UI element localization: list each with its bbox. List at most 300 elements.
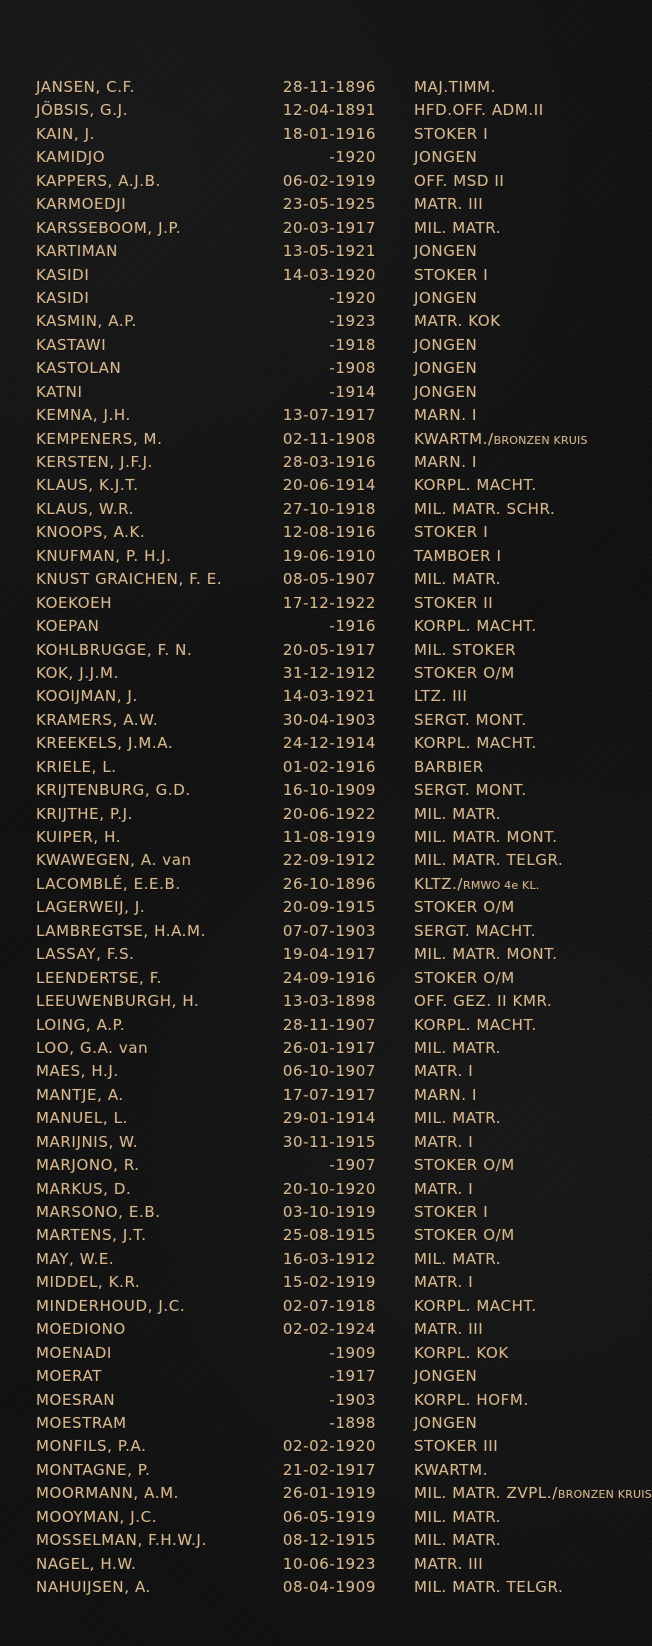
rank-text: JONGEN (414, 382, 478, 401)
plaque-row (0, 756, 640, 779)
death-date: 02-07-1918 (282, 1296, 376, 1315)
plaque-row (0, 357, 640, 380)
death-date: -1920 (329, 148, 376, 167)
person-name: MOESRAN (36, 1390, 116, 1409)
rank-text: MATR. I (414, 1273, 474, 1292)
plaque-row (0, 1084, 640, 1107)
rank-text: KORPL. MACHT. (414, 617, 537, 636)
death-date: 06-02-1919 (282, 171, 376, 190)
plaque-row (0, 287, 640, 310)
rank-label (414, 758, 484, 776)
rank-text: KWARTM./ (414, 429, 494, 448)
plaque-row (0, 1224, 640, 1247)
plaque-row (0, 1482, 652, 1505)
rank-label (414, 687, 467, 705)
rank-label (414, 664, 515, 682)
person-name: KARTIMAN (36, 242, 118, 261)
rank-text: SERGT. MONT. (414, 781, 527, 800)
rank-text: SERGT. MACHT. (414, 921, 537, 940)
plaque-row (0, 1553, 640, 1576)
rank-text: MIL. MATR. ZVPL./ (414, 1484, 558, 1503)
person-name: MARIJNIS, W. (36, 1132, 139, 1151)
person-name: KAMIDJO (36, 148, 106, 167)
person-name: KAIN, J. (36, 124, 96, 143)
person-name: MOESTRAM (36, 1413, 127, 1432)
rank-label (414, 125, 488, 143)
plaque-row (0, 826, 640, 849)
person-name: KASMIN, A.P. (36, 312, 137, 331)
person-name: MARKUS, D. (36, 1179, 132, 1198)
death-date: 14-03-1921 (282, 687, 376, 706)
rank-label (414, 594, 493, 612)
death-date: -1909 (329, 1343, 376, 1362)
rank-text: KWARTM. (414, 1460, 488, 1479)
death-date: -1916 (329, 617, 376, 636)
death-date: -1917 (329, 1367, 376, 1386)
death-date: 20-06-1914 (282, 476, 376, 495)
person-name: JÖBSIS, G.J. (36, 101, 129, 120)
person-name: KREEKELS, J.M.A. (36, 734, 174, 753)
rank-label (414, 898, 515, 916)
rank-label (414, 1273, 473, 1291)
rank-label (414, 1320, 483, 1338)
rank-label (414, 570, 501, 588)
death-date: 17-12-1922 (282, 593, 376, 612)
rank-label (414, 1578, 563, 1596)
death-date: 16-10-1909 (282, 781, 376, 800)
plaque-row (0, 1037, 640, 1060)
rank-text: MIL. MATR. MONT. (414, 828, 558, 846)
person-name: NAHUIJSEN, A. (36, 1578, 151, 1596)
rank-text: MIL. MATR. TELGR. (414, 851, 564, 870)
person-name: NAGEL, H.W. (36, 1554, 137, 1573)
rank-text: JONGEN (414, 359, 478, 378)
rank-text: HFD.OFF. ADM.II (414, 101, 544, 120)
plaque-row (0, 1576, 640, 1599)
rank-text: KORPL. KOK (414, 1343, 509, 1362)
rank-text: STOKER I (414, 523, 489, 542)
plaque-row (0, 170, 640, 193)
death-date: 13-03-1898 (282, 992, 376, 1011)
death-date: 11-08-1919 (282, 828, 376, 846)
rank-label (414, 1531, 501, 1549)
rank-text: STOKER II (414, 593, 494, 612)
rank-label (414, 1484, 652, 1502)
rank-text: STOKER I (414, 1203, 489, 1221)
death-date: 02-02-1924 (282, 1320, 376, 1339)
rank-text: MIL. MATR. (414, 804, 502, 823)
death-date: 01-02-1916 (282, 757, 376, 776)
rank-label (414, 875, 539, 893)
rank-label (414, 148, 477, 166)
rank-text: JONGEN (414, 288, 478, 307)
rank-text: MIL. MATR. MONT. (414, 945, 558, 964)
rank-text: STOKER O/M (414, 1226, 515, 1245)
rank-label (414, 1555, 483, 1573)
plaque-row (0, 896, 640, 919)
death-date: 16-03-1912 (282, 1249, 376, 1268)
death-date: -1908 (329, 359, 376, 378)
rank-label (414, 781, 527, 799)
rank-text: MIL. MATR. TELGR. (414, 1578, 564, 1596)
plaque-row (0, 967, 640, 990)
death-date: 28-03-1916 (282, 453, 376, 471)
person-name: KOHLBRUGGE, F. N. (36, 640, 193, 659)
death-date: 02-02-1920 (282, 1437, 376, 1456)
rank-label (414, 406, 477, 424)
person-name: KASIDI (36, 288, 90, 307)
person-name: KATNI (36, 382, 83, 401)
rank-text: STOKER I (414, 124, 489, 143)
rank-label (414, 195, 483, 213)
plaque-row (0, 1342, 640, 1365)
rank-label (414, 172, 504, 190)
person-name: LOO, G.A. van (36, 1038, 149, 1057)
plaque-row (0, 803, 640, 826)
death-date: 17-07-1917 (282, 1085, 376, 1104)
death-date: 08-12-1915 (282, 1531, 376, 1550)
rank-text: STOKER I (414, 265, 489, 284)
death-date: 27-10-1918 (282, 499, 376, 518)
rank-text: STOKER O/M (414, 1156, 515, 1175)
rank-label (414, 617, 537, 635)
rank-text: LTZ. III (414, 687, 468, 706)
person-name: MIDDEL, K.R. (36, 1273, 141, 1292)
death-date: 02-11-1908 (282, 429, 376, 448)
rank-text: STOKER III (414, 1437, 499, 1456)
rank-label (414, 828, 558, 846)
plaque-row (0, 1412, 640, 1435)
rank-text: STOKER O/M (414, 663, 515, 682)
rank-label (414, 1109, 501, 1127)
decoration-text: RMWO 4e KL. (463, 878, 540, 892)
person-name: KOOIJMAN, J. (36, 687, 138, 706)
rank-label (414, 219, 501, 237)
death-date: 13-07-1917 (282, 406, 376, 425)
rank-text: MIL. STOKER (414, 640, 517, 659)
rank-text: MATR. III (414, 1320, 484, 1339)
rank-text: MARN. I (414, 406, 478, 425)
rank-text: KORPL. MACHT. (414, 1015, 537, 1034)
rank-label (414, 547, 502, 565)
death-date: 20-03-1917 (282, 218, 376, 237)
rank-text: MARN. I (414, 1085, 478, 1104)
rank-label (414, 641, 516, 659)
plaque-row (0, 1365, 640, 1388)
plaque-row (0, 1295, 640, 1318)
rank-text: MIL. MATR. (414, 1109, 502, 1128)
rank-label (414, 851, 563, 869)
death-date: 20-06-1922 (282, 804, 376, 823)
rank-label (414, 500, 555, 518)
rank-text: BARBIER (414, 757, 484, 776)
person-name: MOORMANN, A.M. (36, 1484, 180, 1503)
rank-text: SERGT. MONT. (414, 710, 527, 729)
rank-label (414, 78, 496, 96)
person-name: KOEPAN (36, 617, 100, 636)
rank-text: MIL. MATR. (414, 1531, 502, 1550)
death-date: 25-08-1915 (282, 1226, 376, 1245)
person-name: LEEUWENBURGH, H. (36, 992, 200, 1011)
plaque-row (0, 1107, 640, 1130)
plaque-row (0, 592, 640, 615)
death-date: -1918 (329, 335, 376, 354)
person-name: MOERAT (36, 1367, 102, 1386)
person-name: MARTENS, J.T. (36, 1226, 147, 1245)
plaque-row (0, 217, 640, 240)
person-name: KASTAWI (36, 335, 107, 354)
plaque-row (0, 428, 640, 451)
plaque-row (0, 1506, 640, 1529)
person-name: KUIPER, H. (36, 828, 122, 846)
death-date: 19-04-1917 (282, 945, 376, 964)
rank-label (414, 1226, 515, 1244)
rank-text: KLTZ./ (414, 874, 463, 893)
rank-text: STOKER O/M (414, 968, 515, 987)
person-name: KASIDI (36, 265, 90, 284)
death-date: -1914 (329, 382, 376, 401)
death-date: -1920 (329, 288, 376, 307)
rank-label (414, 359, 477, 377)
plaque-row (0, 1060, 640, 1083)
death-date: 06-05-1919 (282, 1507, 376, 1526)
rank-label (414, 1062, 473, 1080)
person-name: MINDERHOUD, J.C. (36, 1296, 186, 1315)
rank-text: JONGEN (414, 1413, 478, 1432)
plaque-row (0, 1154, 640, 1177)
rank-label (414, 1250, 501, 1268)
rank-text: JONGEN (414, 1367, 478, 1386)
person-name: KNOOPS, A.K. (36, 523, 146, 542)
person-name: MOSSELMAN, F.H.W.J. (36, 1531, 207, 1550)
rank-text: MATR. I (414, 1062, 474, 1081)
plaque-row (0, 1248, 640, 1271)
plaque-row (0, 1201, 640, 1224)
person-name: KEMPENERS, M. (36, 429, 163, 448)
plaque-row (0, 849, 640, 872)
person-name: MAES, H.J. (36, 1062, 119, 1081)
person-name: LEENDERTSE, F. (36, 968, 162, 987)
death-date: 20-09-1915 (282, 898, 376, 917)
rank-label (414, 101, 544, 119)
decoration-text: BRONZEN KRUIS (557, 1488, 652, 1502)
rank-text: MARN. I (414, 453, 478, 471)
plaque-row (0, 990, 640, 1013)
rank-label (414, 1508, 501, 1526)
person-name: KRIELE, L. (36, 757, 117, 776)
rank-text: KORPL. MACHT. (414, 1296, 537, 1315)
plaque-row (0, 685, 640, 708)
rank-text: MIL. MATR. SCHR. (414, 499, 556, 518)
plaque-row (0, 240, 640, 263)
rank-label (414, 1039, 501, 1057)
rank-text: MATR. III (414, 195, 484, 214)
plaque-row (0, 310, 640, 333)
plaque-row (0, 521, 640, 544)
person-name: KAPPERS, A.J.B. (36, 171, 161, 190)
rank-text: MIL. MATR. (414, 218, 502, 237)
death-date: 03-10-1919 (282, 1203, 376, 1221)
plaque-row (0, 709, 640, 732)
plaque-row (0, 1178, 640, 1201)
person-name: KNUST GRAICHEN, F. E. (36, 570, 223, 589)
person-name: MOEDIONO (36, 1320, 126, 1339)
person-name: KASTOLAN (36, 359, 122, 378)
person-name: KARMOEDJI (36, 195, 127, 214)
rank-label (414, 945, 558, 963)
plaque-row (0, 123, 640, 146)
death-date: 26-01-1919 (282, 1484, 376, 1503)
person-name: MARSONO, E.B. (36, 1203, 161, 1221)
plaque-row (0, 639, 640, 662)
person-name: KOEKOEH (36, 593, 113, 612)
rank-text: OFF. MSD II (414, 171, 505, 190)
plaque-row (0, 451, 640, 474)
rank-label (414, 242, 477, 260)
death-date: 06-10-1907 (282, 1062, 376, 1081)
person-name: KARSSEBOOM, J.P. (36, 218, 182, 237)
death-date: 15-02-1919 (282, 1273, 376, 1292)
plaque-row (0, 474, 640, 497)
plaque-row (0, 779, 640, 802)
death-date: 08-04-1909 (282, 1578, 376, 1596)
death-date: 28-11-1896 (282, 78, 376, 96)
rank-label (414, 1086, 477, 1104)
death-date: 28-11-1907 (282, 1015, 376, 1034)
rank-label (414, 430, 588, 448)
plaque-row (0, 334, 640, 357)
rank-label (414, 734, 537, 752)
death-date: 26-01-1917 (282, 1038, 376, 1057)
rank-text: MIL. MATR. (414, 1507, 502, 1526)
rank-label (414, 266, 488, 284)
rank-text: MATR. I (414, 1132, 474, 1151)
rank-text: JONGEN (414, 335, 478, 354)
decoration-text: BRONZEN KRUIS (493, 433, 588, 447)
rank-text: MIL. MATR. (414, 570, 502, 589)
death-date: -1907 (329, 1156, 376, 1175)
person-name: KLAUS, W.R. (36, 499, 134, 518)
person-name: LOING, A.P. (36, 1015, 126, 1034)
rank-label (414, 336, 477, 354)
death-date: 08-05-1907 (282, 570, 376, 589)
plaque-row (0, 381, 640, 404)
death-date: 24-12-1914 (282, 734, 376, 753)
name-list (0, 76, 652, 1599)
plaque-row (0, 1435, 640, 1458)
death-date: 12-04-1891 (282, 101, 376, 120)
plaque-row (0, 498, 640, 521)
person-name: KEMNA, J.H. (36, 406, 131, 425)
death-date: 26-10-1896 (282, 874, 376, 893)
rank-label (414, 1156, 515, 1174)
person-name: LACOMBLÉ, E.E.B. (36, 874, 181, 893)
person-name: MOOYMAN, J.C. (36, 1507, 158, 1526)
death-date: 29-01-1914 (282, 1109, 376, 1128)
person-name: KNUFMAN, P. H.J. (36, 546, 172, 565)
plaque-row (0, 615, 640, 638)
plaque-row (0, 1529, 640, 1552)
person-name: KOK, J.J.M. (36, 663, 119, 682)
person-name: MONTAGNE, P. (36, 1460, 151, 1479)
person-name: LASSAY, F.S. (36, 945, 135, 964)
person-name: JANSEN, C.F. (36, 78, 135, 96)
rank-label (414, 1016, 537, 1034)
plaque-row (0, 1014, 640, 1037)
plaque-row (0, 545, 640, 568)
rank-text: MATR. III (414, 1554, 484, 1573)
rank-label (414, 1297, 537, 1315)
person-name: MANUEL, L. (36, 1109, 128, 1128)
person-name: KRIJTENBURG, G.D. (36, 781, 191, 800)
rank-label (414, 1461, 488, 1479)
person-name: MANTJE, A. (36, 1085, 124, 1104)
death-date: 21-02-1917 (282, 1460, 376, 1479)
rank-text: MIL. MATR. (414, 1038, 502, 1057)
rank-text: JONGEN (414, 148, 478, 167)
plaque-row (0, 1459, 640, 1482)
plaque-row (0, 943, 640, 966)
death-date: 23-05-1925 (282, 195, 376, 214)
person-name: KRAMERS, A.W. (36, 710, 159, 729)
rank-label (414, 1133, 473, 1151)
person-name: KLAUS, K.J.T. (36, 476, 139, 495)
person-name: MONFILS, P.A. (36, 1437, 147, 1456)
plaque-row (0, 264, 640, 287)
rank-label (414, 805, 501, 823)
death-date: 19-06-1910 (282, 546, 376, 565)
rank-label (414, 1437, 498, 1455)
person-name: KWAWEGEN, A. van (36, 851, 192, 870)
plaque-row (0, 146, 640, 169)
rank-text: MIL. MATR. (414, 1249, 502, 1268)
death-date: -1898 (329, 1413, 376, 1432)
death-date: 10-06-1923 (282, 1554, 376, 1573)
death-date: 14-03-1920 (282, 265, 376, 284)
rank-label (414, 992, 552, 1010)
plaque-row (0, 732, 640, 755)
rank-text: TAMBOER I (414, 546, 502, 565)
plaque-row (0, 99, 640, 122)
rank-label (414, 312, 501, 330)
rank-label (414, 1414, 477, 1432)
death-date: 13-05-1921 (282, 242, 376, 261)
rank-label (414, 1367, 477, 1385)
person-name: LAMBREGTSE, H.A.M. (36, 921, 206, 940)
rank-label (414, 1180, 473, 1198)
plaque-row (0, 1271, 640, 1294)
plaque-row (0, 193, 640, 216)
rank-text: MATR. I (414, 1179, 474, 1198)
plaque-row (0, 1389, 640, 1412)
rank-label (414, 453, 477, 471)
rank-text: STOKER O/M (414, 898, 515, 917)
rank-text: MATR. KOK (414, 312, 501, 331)
rank-label (414, 383, 477, 401)
rank-text: KORPL. HOFM. (414, 1390, 529, 1409)
plaque-row (0, 1318, 640, 1341)
rank-label (414, 1203, 488, 1221)
plaque-row (0, 873, 640, 896)
death-date: 30-04-1903 (282, 710, 376, 729)
plaque-row (0, 920, 640, 943)
rank-label (414, 523, 488, 541)
rank-label (414, 1391, 529, 1409)
rank-text: MAJ.TIMM. (414, 78, 497, 96)
death-date: 07-07-1903 (282, 921, 376, 940)
death-date: 31-12-1912 (282, 663, 376, 682)
rank-text: KORPL. MACHT. (414, 476, 537, 495)
